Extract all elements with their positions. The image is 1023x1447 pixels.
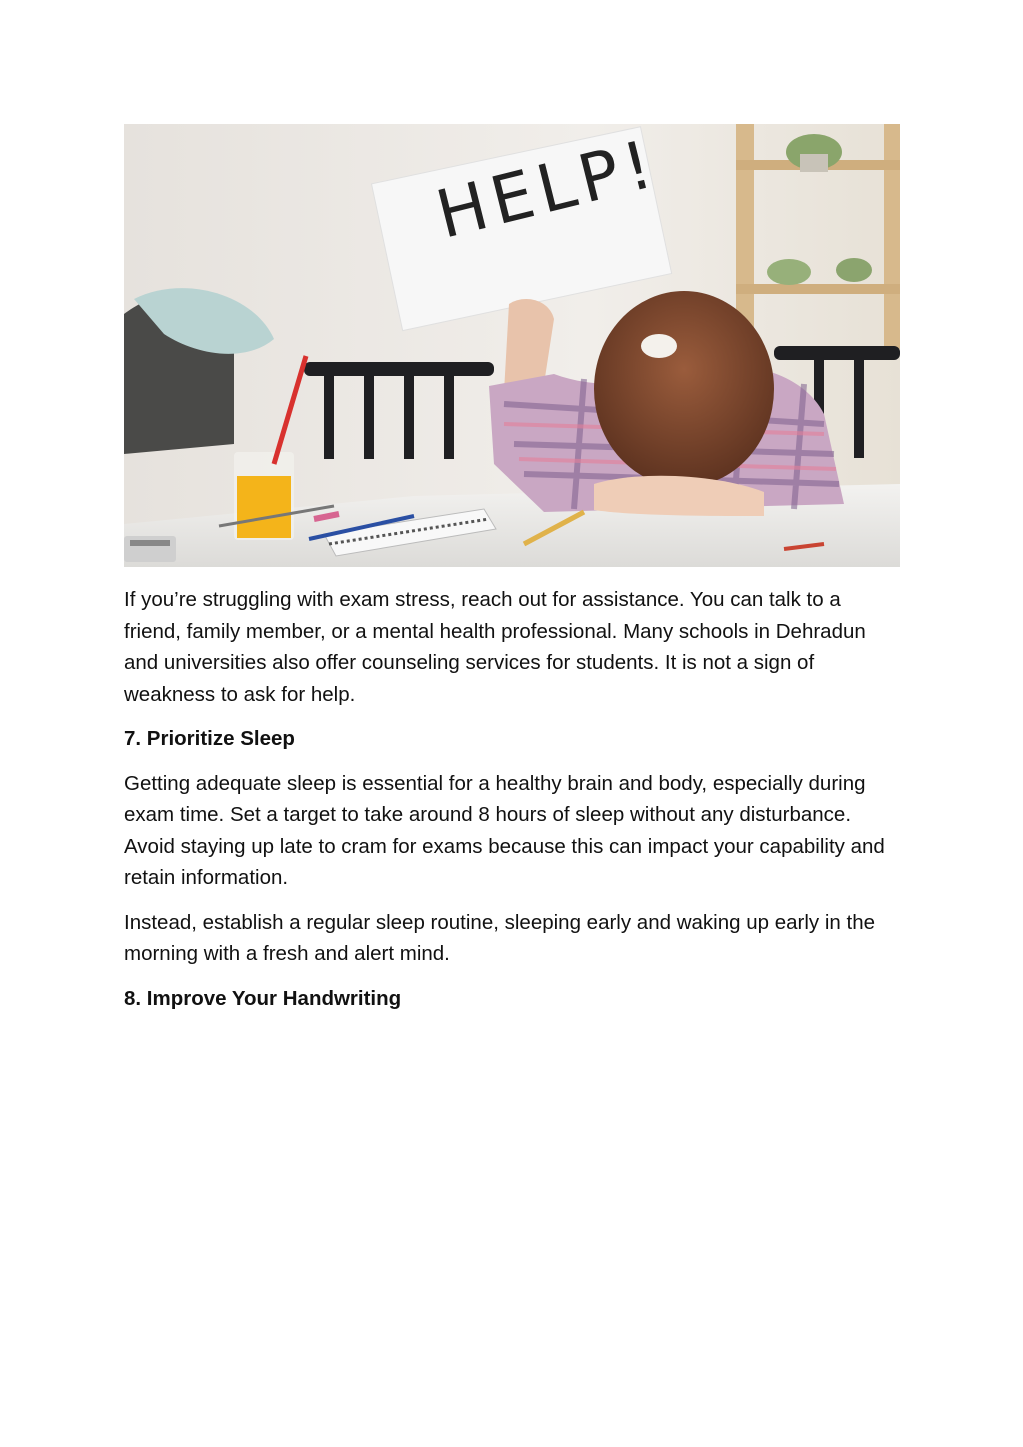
sleep-routine-paragraph: Instead, establish a regular sleep routine, sleeping early and waking up early in the morning with a fresh and alert mind. [124, 910, 875, 965]
stressed-student-photo [124, 124, 900, 567]
article-body [124, 584, 900, 1027]
help-paragraph: If you’re struggling with exam stress, reach out for assistance. You can talk to a friend, family member, or a mental health professional. Many schools in Dehradun and universities also offer counseling services for students. It is not a sign of weakness to ask for help. [124, 588, 866, 706]
help-sign-text: HELP! [429, 124, 666, 254]
section-heading-handwriting: 8. Improve Your Handwriting [124, 986, 402, 1010]
section-heading-prioritize-sleep: 7. Prioritize Sleep [124, 727, 295, 750]
sleep-paragraph: Getting adequate sleep is essential for a healthy brain and body, especially during exam time. Set a target to take around 8 hours of sleep without any disturbance. Avoid staying up late to cram for exams because this can impact your capability and retain information. [124, 771, 885, 889]
